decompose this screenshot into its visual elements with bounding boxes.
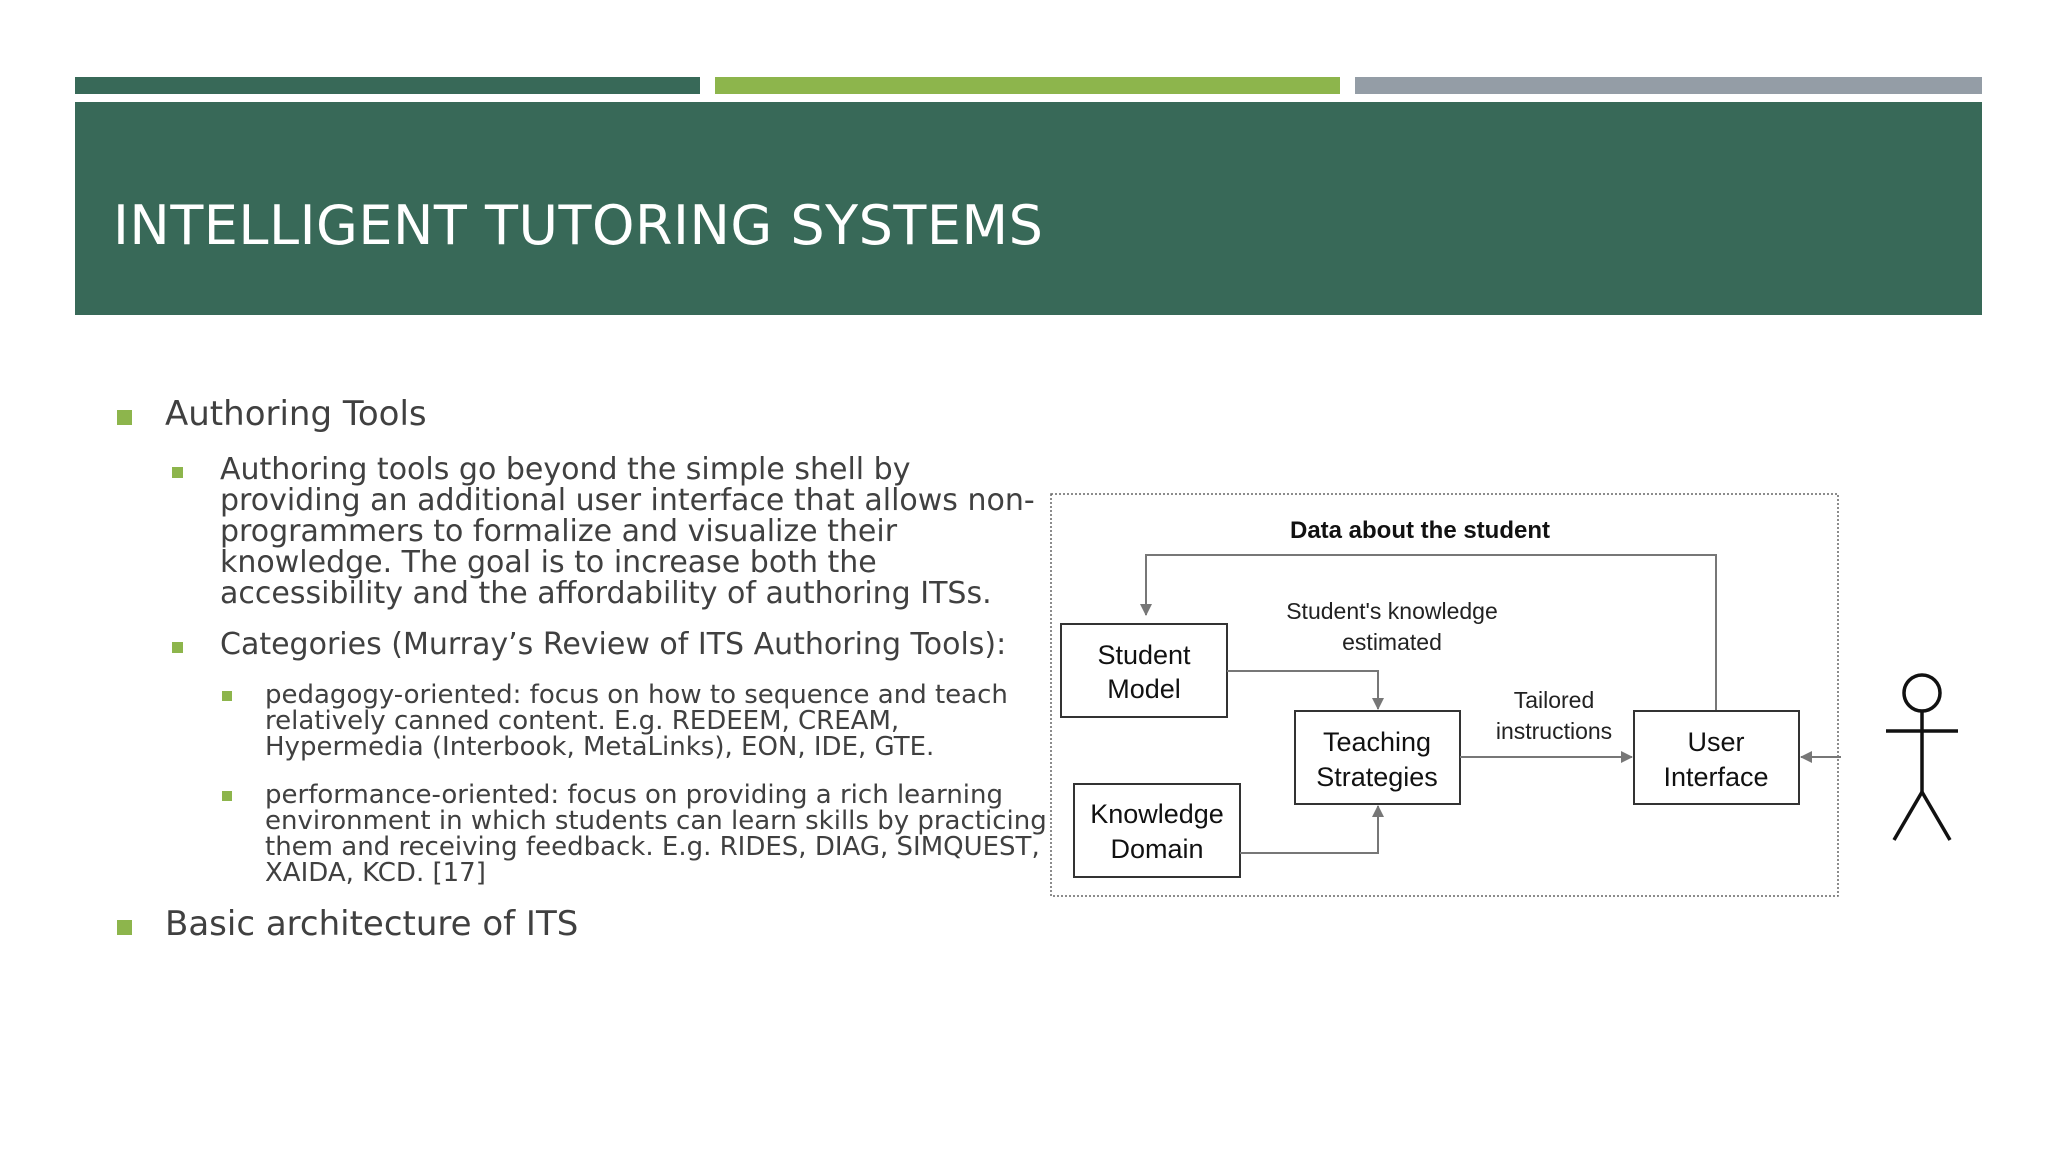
title-band — [75, 102, 1982, 315]
its-architecture-diagram — [1050, 493, 1841, 898]
slide-title: INTELLIGENT TUTORING SYSTEMS — [113, 194, 1044, 257]
bullet-square-icon — [172, 467, 183, 478]
accent-bar-gray — [1355, 77, 1982, 94]
performance-line-2: environment in which students can learn skills by practicing — [265, 806, 1047, 836]
label-data-about-student: Data about the student — [1289, 517, 1551, 544]
accent-bar-light-green — [715, 77, 1340, 94]
teaching-strategies-line-2: Strategies — [1316, 762, 1438, 792]
teaching-strategies-line-1: Teaching — [1322, 727, 1432, 757]
performance-line-4: XAIDA, KCD. [17] — [265, 858, 486, 888]
authoring-desc-line-4: knowledge. The goal is to increase both the — [220, 545, 877, 580]
authoring-desc-line-1: Authoring tools go beyond the simple shell by — [220, 452, 911, 487]
performance-line-1: performance-oriented: focus on providing a rich learning — [265, 780, 1004, 810]
bullet-square-icon — [172, 642, 183, 653]
user-interface-line-1: User — [1687, 727, 1745, 757]
bullet-square-icon — [222, 791, 232, 801]
stick-figure-icon — [1884, 668, 1964, 848]
authoring-desc-line-3: programmers to formalize and visualize their — [220, 514, 898, 549]
authoring-desc-line-2: providing an additional user interface that allows non- — [220, 483, 1035, 518]
diagram-svg — [1050, 493, 1841, 898]
user-interface-line-2: Interface — [1663, 762, 1769, 792]
bullet-square-icon — [117, 410, 132, 425]
performance-line-3: them and receiving feedback. E.g. RIDES, DIAG, SIMQUEST, — [265, 832, 1040, 862]
categories-heading: Categories (Murray’s Review of ITS Authoring Tools): — [220, 627, 1007, 662]
student-model-line-1: Student — [1097, 640, 1191, 670]
label-tailored-2: instructions — [1495, 718, 1613, 744]
label-tailored-1: Tailored — [1513, 687, 1595, 713]
knowledge-domain-line-2: Domain — [1110, 834, 1204, 864]
bullet-basic-architecture: Basic architecture of ITS — [165, 904, 579, 944]
pedagogy-line-2: relatively canned content. E.g. REDEEM, CREAM, — [265, 706, 900, 736]
accent-bar-dark-green — [75, 77, 700, 94]
authoring-desc-line-5: accessibility and the affordability of authoring ITSs. — [220, 576, 992, 611]
bullet-square-icon — [117, 920, 132, 935]
pedagogy-line-3: Hypermedia (Interbook, MetaLinks), EON, IDE, GTE. — [265, 732, 935, 762]
student-model-line-2: Model — [1107, 674, 1181, 704]
label-knowledge-estimated-2: estimated — [1342, 629, 1442, 655]
pedagogy-line-1: pedagogy-oriented: focus on how to sequence and teach — [265, 680, 1008, 710]
bullet-square-icon — [222, 691, 232, 701]
arrow-student-model-to-teaching — [1227, 671, 1378, 709]
knowledge-domain-line-1: Knowledge — [1090, 799, 1224, 829]
bullet-authoring-tools: Authoring Tools — [165, 394, 427, 434]
arrow-knowledge-to-teaching — [1240, 806, 1378, 853]
label-knowledge-estimated-1: Student's knowledge — [1286, 598, 1498, 624]
